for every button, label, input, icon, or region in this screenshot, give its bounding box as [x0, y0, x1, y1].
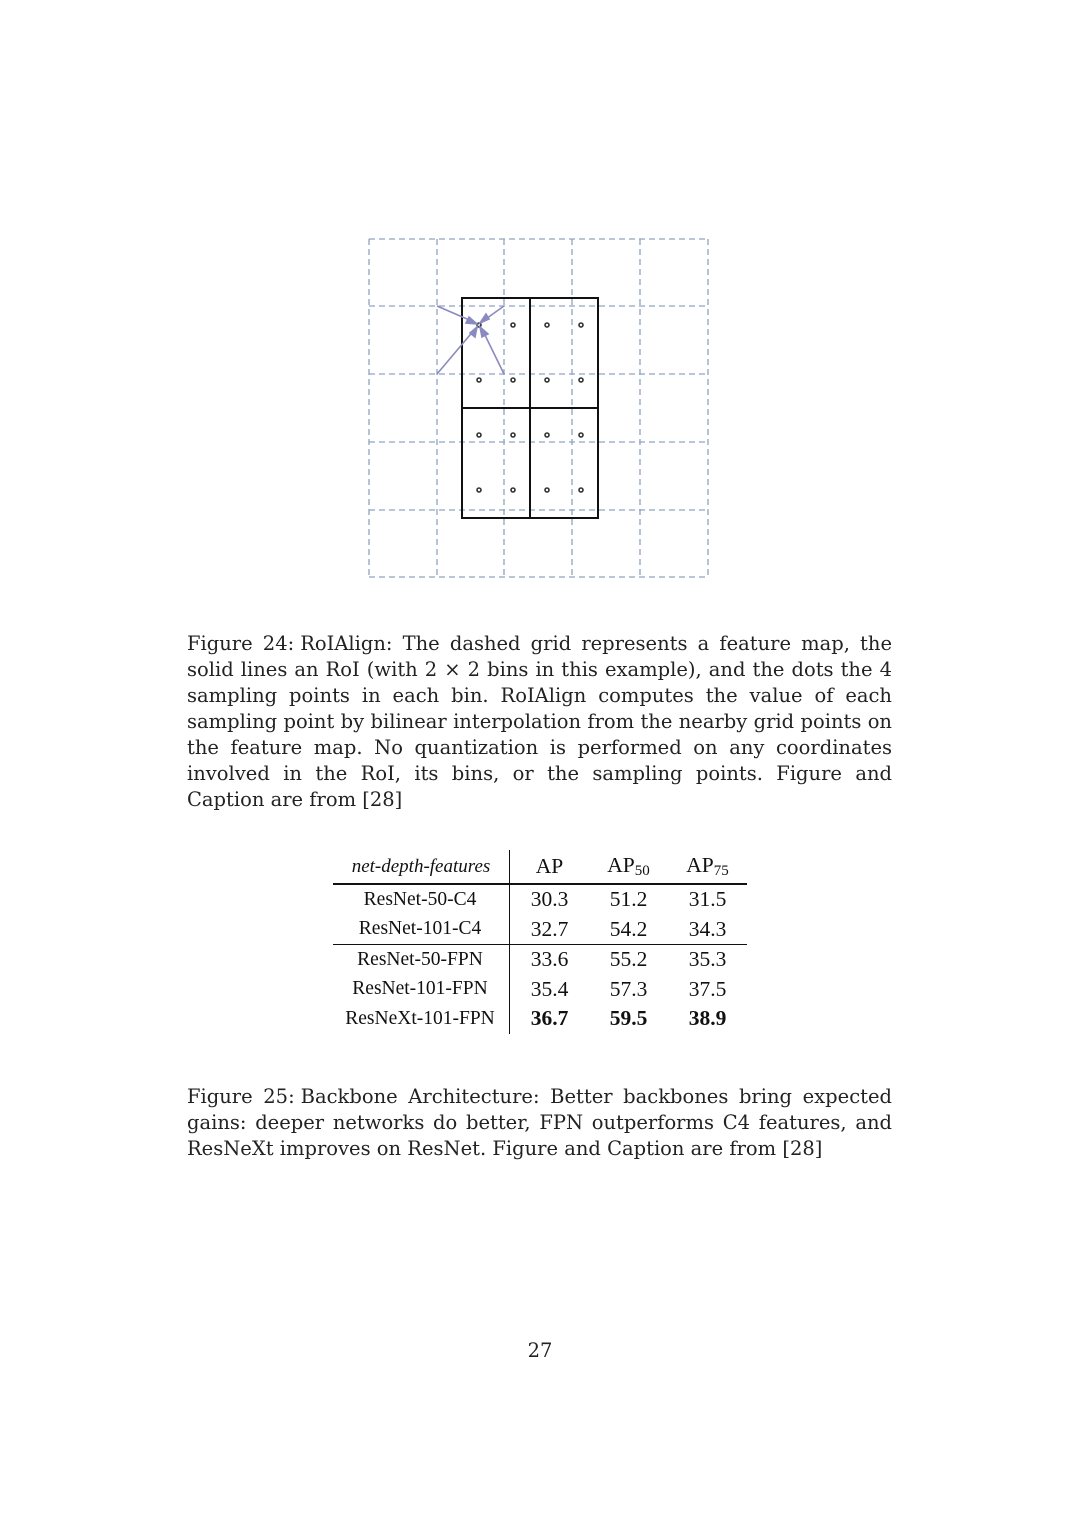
row-ap50: 59.5 [609, 1006, 648, 1031]
row-name: ResNeXt-101-FPN [333, 1004, 510, 1034]
row-ap50: 51.2 [609, 887, 648, 912]
row-ap: 35.4 [530, 976, 569, 1001]
row-ap: 32.7 [530, 916, 569, 941]
row-ap50: 55.2 [589, 945, 668, 975]
row-ap75: 38.9 [688, 1006, 727, 1031]
roialign-figure [360, 230, 720, 590]
row-ap75: 31.5 [688, 887, 727, 912]
figure-25-label: Figure 25: [187, 1085, 295, 1108]
header-ap50: $AP_{50}$ [589, 850, 668, 884]
row-ap: 33.6 [510, 945, 590, 975]
table-row [333, 884, 747, 915]
row-ap75: 34.3 [688, 916, 727, 941]
row-ap75: 35.3 [668, 945, 747, 975]
figure-25-caption-text: Backbone Architecture: Better backbones bring expected gains: deeper networks do better, FPN outperforms C4 features, and ResNeXt improves on ResNet. Figure and Caption are from [28] [187, 1085, 892, 1160]
figure-24-label: Figure 24: [187, 632, 295, 655]
page-number: 27 [527, 1339, 553, 1362]
figure-24-caption [187, 631, 892, 813]
header-ap75: $AP_{75}$ [668, 850, 747, 884]
bilinear-arrows [437, 306, 504, 374]
row-ap50: 54.2 [609, 916, 648, 941]
header-net-depth-features: net-depth-features [333, 850, 510, 884]
table-row [333, 915, 747, 945]
row-ap: 30.3 [530, 887, 569, 912]
row-name: ResNet-50-FPN [333, 945, 510, 975]
row-ap75: 37.5 [688, 976, 727, 1001]
row-ap50: 57.3 [609, 976, 648, 1001]
table-header-row [333, 850, 747, 884]
row-name: ResNet-101-FPN [333, 975, 510, 1005]
figure-25-caption [187, 1084, 892, 1162]
row-name: ResNet-101-C4 [333, 915, 510, 945]
table-row [333, 945, 747, 975]
row-ap: 36.7 [530, 1006, 569, 1031]
backbone-results-table [333, 850, 747, 1034]
table-row [333, 975, 747, 1005]
table-row [333, 1004, 747, 1034]
figure-24-caption-text: RoIAlign: The dashed grid represents a feature map, the solid lines an RoI (with 2 × 2 bins in this example), and the dots the 4 sampling points in each bin. RoIAlign computes the value of each sampling point by bilinear interpolation from the nearby grid points on the feature map. No quantization is performed on any coordinates involved in the RoI, its bins, or the sampling points. Figure and Caption are from [28] [187, 632, 892, 811]
header-ap: AP [510, 850, 590, 884]
row-name: ResNet-50-C4 [333, 884, 510, 915]
